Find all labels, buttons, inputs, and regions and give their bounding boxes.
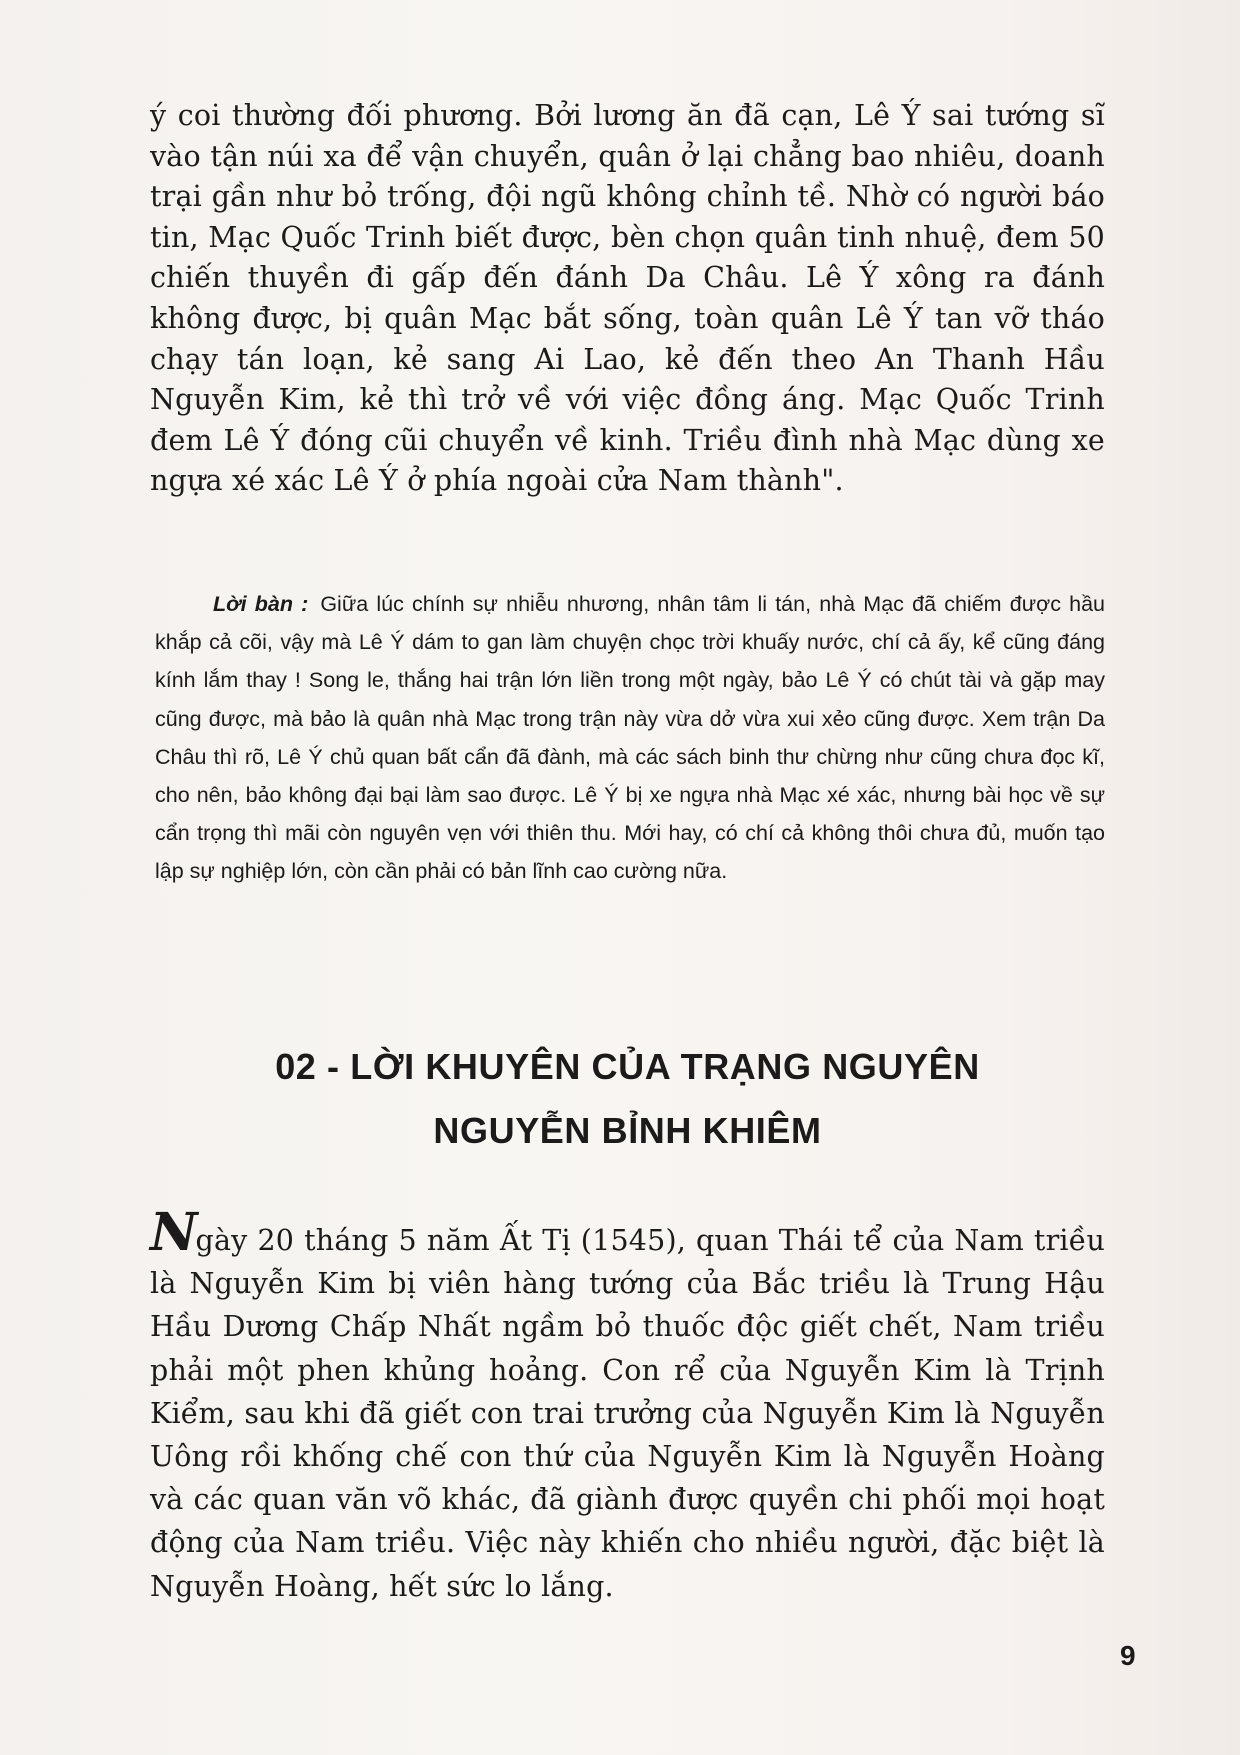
commentary-text: Giữa lúc chính sự nhiễu nhương, nhân tâm li tán, nhà Mạc đã chiếm được hầu khắp cả cõi, vậy mà Lê Ý dám to gan làm chuyện chọc trời khuấy nước, chí cả ấy, kể cũng đáng kính lắm thay ! Song le, thắng hai trận lớn liền trong một ngày, bảo Lê Ý có chút tài và gặp may cũng được, mà bảo là quân nhà Mạc trong trận này vừa dở vừa xui xẻo cũng được. Xem trận Da Châu thì rõ, Lê Ý chủ quan bất cẩn đã đành, mà các sách binh thư chừng như cũng chưa đọc kĩ, cho nên, bảo không đại bại làm sao được. Lê Ý bị xe ngựa nhà Mạc xé xác, nhưng bài học về sự cẩn trọng thì mãi còn nguyên vẹn với thiên thu. Mới hay, có chí cả không thôi chưa đủ, muốn tạo lập sự nghiệp lớn, còn cần phải có bản lĩnh cao cường nữa. [155,592,1106,884]
section-title [150,1035,1105,1163]
section-title-line-2: NGUYỄN BỈNH KHIÊM [433,1110,822,1151]
top-paragraph: ý coi thường đối phương. Bởi lương ăn đã cạn, Lê Ý sai tướng sĩ vào tận núi xa để vận chuyển, quân ở lại chẳng bao nhiêu, doanh trại gần như bỏ trống, đội ngũ không chỉnh tề. Nhờ có người báo tin, Mạc Quốc Trinh biết được, bèn chọn quân tinh nhuệ, đem 50 chiến thuyền đi gấp đến đánh Da Châu. Lê Ý xông ra đánh không được, bị quân Mạc bắt sống, toàn quân Lê Ý tan vỡ tháo chạy tán loạn, kẻ sang Ai Lao, kẻ đến theo An Thanh Hầu Nguyễn Kim, kẻ thì trở về với việc đồng áng. Mạc Quốc Trinh đem Lê Ý đóng cũi chuyển về kinh. Triều đình nhà Mạc dùng xe ngựa xé xác Lê Ý ở phía ngoài cửa Nam thành". [150,99,1105,498]
section-title-line-1: 02 - LỜI KHUYÊN CỦA TRẠNG NGUYÊN [275,1046,980,1087]
page-number: 9 [1120,1640,1136,1671]
commentary-block [155,585,1105,891]
commentary-label: Lời bàn : [213,592,309,616]
main-paragraph-text: gày 20 tháng 5 năm Ất Tị (1545), quan Thái tể của Nam triều là Nguyễn Kim bị viên hàng tướng của Bắc triều là Trung Hậu Hầu Dương Chấp Nhất ngầm bỏ thuốc độc giết chết, Nam triều phải một phen khủng hoảng. Con rể của Nguyễn Kim là Trịnh Kiểm, sau khi đã giết con trai trưởng của Nguyễn Kim là Nguyễn Uông rồi khống chế con thứ của Nguyễn Kim là Nguyễn Hoàng và các quan văn võ khác, đã giành được quyền chi phối mọi hoạt động của Nam triều. Việc này khiến cho nhiều người, đặc biệt là Nguyễn Hoàng, hết sức lo lắng. [150,1224,1105,1603]
main-paragraph [150,1202,1105,1608]
drop-cap: N [150,1202,196,1263]
